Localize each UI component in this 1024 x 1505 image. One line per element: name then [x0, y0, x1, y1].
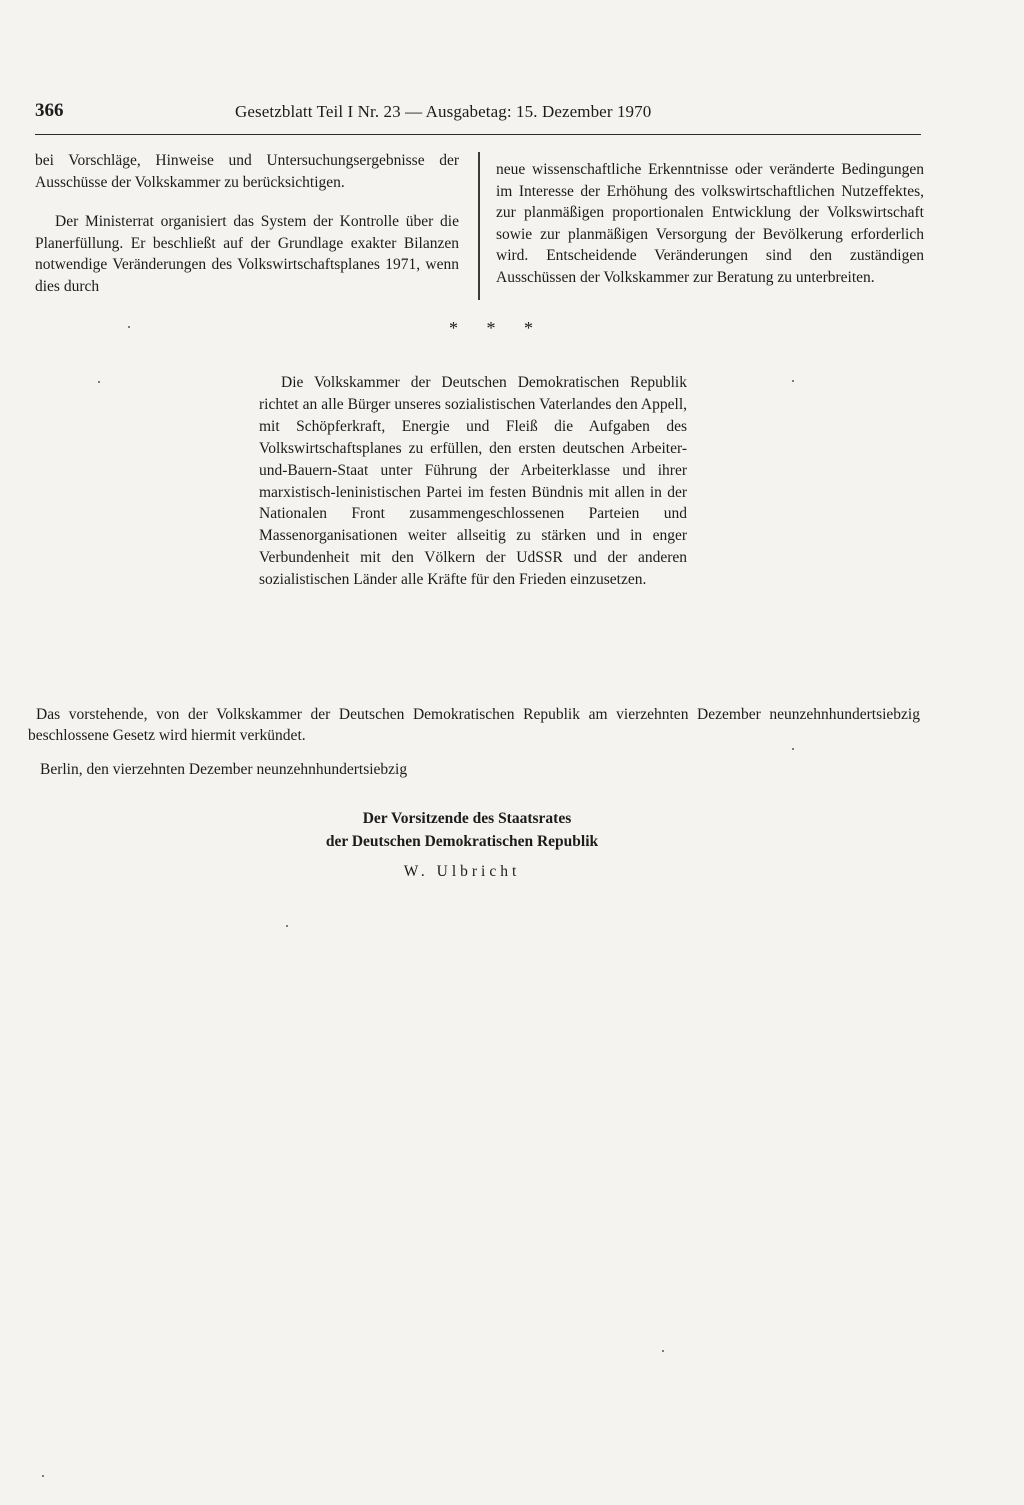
signatory-title — [0, 807, 924, 853]
page-header — [35, 100, 921, 135]
signatory-line-2: der Deutschen Demokratischen Republik — [325, 833, 599, 850]
appeal-paragraph: Die Volkskammer der Deutschen Demokratischen Republik richtet an alle Bürger unseres sozialistischen Vaterlandes den Appell, mit Schöpferkraft, Energie und Fleiß die Aufgaben des Volkswirtschaftsplanes zu erfüllen, den ersten deutschen Arbeiter-und-Bauern-Staat unter Führung der Arbeiterklasse und ihrer marxistisch-leninistischen Partei im festen Bündnis mit allen in der Nationalen Front zusammengeschlossenen Parteien und Massenorganisationen weiter allseitig zu stärken und in enger Verbundenheit mit den Völkern der UdSSR und der anderen sozialistischen Länder alle Kräfte für den Frieden einzusetzen. — [259, 374, 687, 589]
scan-speck — [792, 380, 794, 382]
signatory-line-1: Der Vorsitzende des Staatsrates — [362, 810, 572, 827]
signatory-name: W. Ulbricht — [403, 863, 521, 880]
left-column — [35, 150, 459, 297]
scan-speck — [286, 925, 288, 927]
left-paragraph-2: Der Ministerrat organisiert das System der Kontrolle über die Planerfüllung. Er beschließt auf der Grundlage exakter Bilanzen notwendige Veränderungen des Volkswirtschaftsplanes 1971, wenn dies durch — [35, 213, 459, 295]
appeal-block — [259, 372, 687, 591]
promulgation-statement: Das vorstehende, von der Volkskammer der Deutschen Demokratischen Republik am vierzehnten Dezember neunzehnhundertsiebzig beschlossene Gesetz wird hiermit verkündet. — [28, 706, 920, 744]
header-title: Gesetzblatt Teil I Nr. 23 — Ausgabetag: 15. Dezember 1970 — [235, 102, 652, 121]
right-column — [496, 159, 924, 288]
scan-speck — [98, 381, 100, 383]
left-paragraph-1: bei Vorschläge, Hinweise und Untersuchungsergebnisse der Ausschüsse der Volkskammer zu berücksichtigen. — [35, 152, 459, 191]
scan-speck — [792, 748, 794, 750]
section-separator: * * * — [449, 318, 545, 338]
scan-speck — [42, 1475, 44, 1477]
column-divider — [478, 152, 480, 300]
scan-speck — [662, 1350, 664, 1352]
place-date-line: Berlin, den vierzehnten Dezember neunzehnhundertsiebzig — [40, 761, 408, 778]
page-number: 366 — [35, 100, 64, 121]
scan-speck — [128, 326, 130, 328]
right-paragraph-1: neue wissenschaftliche Erkenntnisse oder veränderte Bedingungen im Interesse der Erhöhung des volkswirtschaftlichen Nutzeffektes, zur planmäßigen proportionalen Entwicklung der Volkswirtschaft sowie zur planmäßigen Versorgung der Bevölkerung erforderlich wird. Entscheidende Veränderungen sind den zuständigen Ausschüssen der Volkskammer zur Beratung zu unterbreiten. — [496, 161, 924, 286]
